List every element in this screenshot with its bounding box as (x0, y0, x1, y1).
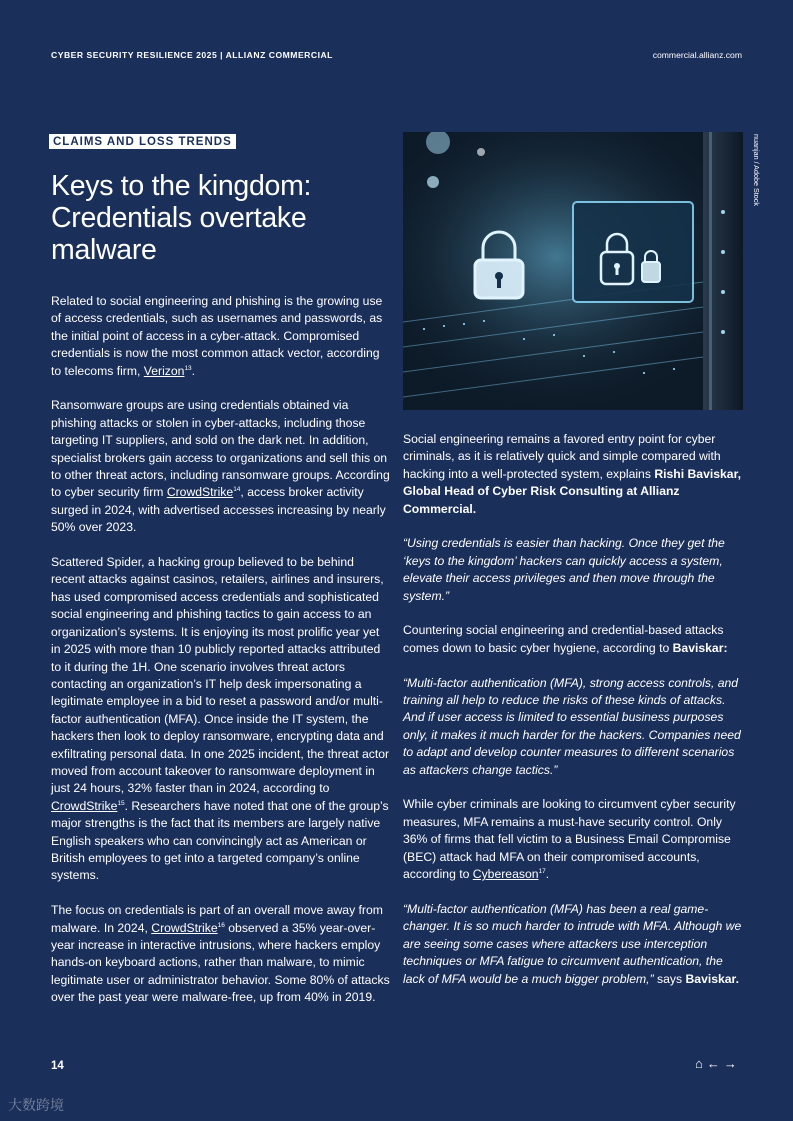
header-website-link[interactable]: commercial.allianz.com (652, 50, 742, 60)
arrow-left-icon[interactable]: ← (706, 1056, 720, 1071)
page-number: 14 (51, 1060, 64, 1072)
quote-1: “Using credentials is easier than hacking. Once they get the ‘keys to the kingdom’ hackers can quickly access a system, elevate their access privileges and then move through the system.” (403, 536, 725, 603)
right-column (403, 431, 743, 1005)
quote-2: “Multi-factor authentication (MFA), strong access controls, and training all help to reduce the risks of these kinds of attacks. And if user access is limited to essential business purposes only, it makes it much harder for the hackers. Companies need to adapt and develop counter measures to different scenarios as attackers change tactics.” (403, 675, 741, 777)
page-title: Keys to the kingdom: Credentials overtake malware (51, 170, 312, 266)
crowdstrike-link-14[interactable]: CrowdStrike (166, 485, 234, 500)
home-icon[interactable]: ⌂ (695, 1056, 703, 1071)
cybereason-link[interactable]: Cybereason (472, 867, 539, 882)
page-navigation (695, 1056, 737, 1071)
right-paragraph-2: Countering social engineering and credential-based attacks comes down to basic cyber hygiene, according to Baviskar: (403, 623, 728, 655)
right-paragraph-1: Social engineering remains a favored entry point for cyber criminals, as it is relatively quick and simple compared with hacking into a well-protected system, explains Rishi Baviskar, Global Head of Cyber Risk Consulting at Allianz Commercial. (403, 432, 742, 516)
verizon-link[interactable]: Verizon (143, 363, 185, 378)
header-publication-title: CYBER SECURITY RESILIENCE 2025 | ALLIANZ COMMERCIAL (51, 50, 333, 60)
server-lock-photo (403, 132, 743, 410)
section-tag: CLAIMS AND LOSS TRENDS (49, 134, 236, 149)
watermark: 大数跨境 (8, 1097, 64, 1113)
left-paragraph-2: Ransomware groups are using credentials obtained via phishing attacks or stolen in cyber-attacks, including those targeting IT suppliers, and sold on the dark net. In addition, specialist brokers gain access to organizations and sell this on to other threat actors, including ransomware groups. According to cyber security firm CrowdStrike$^{14}$, access broker activity surged in 2024, with advertised accesses increasing by nearly 50% over 2023. (51, 398, 390, 535)
crowdstrike-link-16[interactable]: CrowdStrike (151, 920, 218, 935)
left-column (51, 293, 391, 1024)
left-paragraph-3: Scattered Spider, a hacking group believed to be behind recent attacks against casinos, retailers, airlines and insurers, has used compromised access credentials and sophisticated social engineering and phishing tactics to gain access to an organization’s systems. It is enjoying its most prolific year yet in 2025 with more than 10 publicly reported attacks attributed to it during the 1H. One scenario involves threat actors contacting an organization’s IT help desk impersonating a legitimate employee in a bid to reset a password and/or multi-factor authentication (MFA). Once inside the IT system, the hackers then look to deploy ransomware, encrypting data and exfiltrating personal data. In one 2025 incident, the threat actor moved from account takeover to ransomware deployment in just 24 hours, 32% faster than in 2024, according to CrowdStrike$^{15}$. Researchers have noted that one of the group’s major strengths is the fact that its members are largely native English speakers who can convincingly act as American or British employees to get into a targeted company’s online systems. (51, 555, 390, 883)
image-credit: nuanjan / Adobe Stock (752, 134, 761, 206)
server-lock-illustration (403, 132, 743, 410)
crowdstrike-link-15[interactable]: CrowdStrike (51, 798, 118, 813)
right-paragraph-3: While cyber criminals are looking to circumvent cyber security measures, MFA remains a must-have security control. Only 36% of firms that fell victim to a Business Email Compromise (BEC) attack had MFA on their compromised accounts, according to Cybereason$^{17}$. (403, 797, 736, 882)
quote-3: “Multi-factor authentication (MFA) has been a real game-changer. It is so much harder to intrude with MFA. Although we are seeing some cases where attackers use interception techniques or MFA fatigue to circumvent authentication, the lack of MFA would be a much bigger problem,” says Baviskar. (403, 901, 742, 986)
left-paragraph-4: The focus on credentials is part of an overall move away from malware. In 2024, CrowdStrike$^{16}$ observed a 35% year-over-year increase in interactive intrusions, where hackers employ hands-on keyboard actions, rather than malware, to mimic legitimate user or administrator behavior. Some 80% of attacks over the past year were malware-free, up from 40% in 2019. (51, 903, 390, 1005)
left-paragraph-1: Related to social engineering and phishing is the growing use of access credentials, such as usernames and passwords, as the initial point of access in a cyber-attack. Compromised credentials is now the most common attack vector, according to telecoms firm, Verizon$^{13}$. (51, 294, 383, 378)
arrow-right-icon[interactable]: → (723, 1056, 737, 1071)
